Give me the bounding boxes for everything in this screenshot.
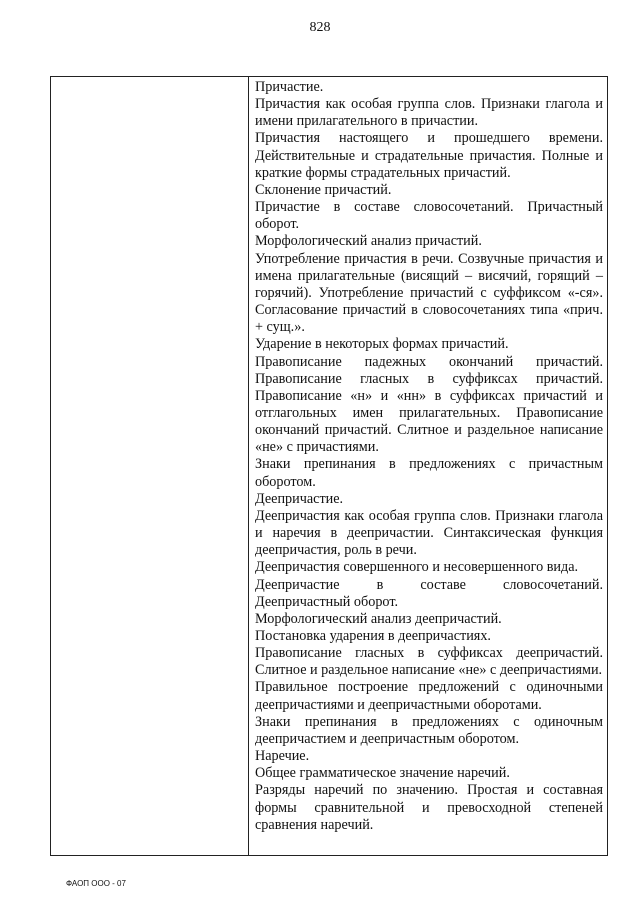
topic-paragraph: Деепричастие.: [255, 490, 344, 507]
topic-paragraph: Правописание гласных в суффиксах причастий.: [255, 370, 603, 387]
topic-paragraph: Знаки препинания в предложениях с одиночным деепричастием и деепричастным оборотом.: [255, 713, 603, 747]
topic-paragraph: Правописание падежных окончаний причастий.: [255, 353, 603, 370]
topic-paragraph: Правильное построение предложений с одиночными деепричастиями и деепричастными оборотами.: [255, 679, 603, 713]
topic-paragraph: Морфологический анализ деепричастий.: [255, 610, 502, 627]
topics-cell: [255, 79, 603, 834]
topic-paragraph: Деепричастный оборот.: [255, 593, 399, 610]
topic-paragraph: Постановка ударения в деепричастиях.: [255, 628, 491, 644]
topic-paragraph: Морфологический анализ причастий.: [255, 233, 482, 250]
topic-paragraph: Наречие.: [255, 748, 310, 765]
topic-paragraph: Правописание «н» и «нн» в суффиксах причастий и отглагольных имен прилагательных. Правописание окончаний причастий. Слитное и раздельное написание «не» с причастиями.: [255, 387, 603, 456]
topic-paragraph: Деепричастие в составе словосочетаний.: [255, 576, 603, 593]
topic-paragraph: Употребление причастия в речи. Созвучные причастия и имена прилагательные (висящий – висячий, горящий – горячий). Употребление причастий с суффиксом «-ся». Согласование причастий в словосочетаниях типа «прич. + сущ.».: [255, 250, 603, 336]
topic-paragraph: Деепричастия совершенного и несовершенного вида.: [255, 559, 579, 576]
topic-paragraph: Знаки препинания в предложениях с причастным оборотом.: [255, 456, 603, 490]
content-table: [50, 76, 608, 856]
topic-paragraph: Ударение в некоторых формах причастий.: [255, 336, 509, 353]
page-number: 828: [309, 20, 331, 35]
topic-paragraph: Деепричастия как особая группа слов. Признаки глагола и наречия в деепричастии. Синтаксическая функция деепричастия, роль в речи.: [255, 507, 603, 559]
footer-label: ФАОП ООО - 07: [66, 879, 126, 888]
topic-paragraph: Слитное и раздельное написание «не» с деепричастиями.: [255, 662, 603, 679]
topic-paragraph: Правописание гласных в суффиксах деепричастий.: [255, 645, 603, 662]
topic-paragraph: Разряды наречий по значению. Простая и составная формы сравнительной и превосходной степеней сравнения наречий.: [255, 782, 603, 833]
topic-paragraph: Причастия настоящего и прошедшего времени.: [255, 130, 603, 147]
topic-paragraph: Склонение причастий.: [255, 181, 392, 198]
topic-paragraph: Общее грамматическое значение наречий.: [255, 765, 510, 782]
topic-paragraph: Причастие в составе словосочетаний. Причастный оборот.: [255, 199, 603, 233]
topic-paragraph: Действительные и страдательные причастия. Полные и краткие формы страдательных причастий.: [255, 147, 603, 181]
left-cell: [51, 77, 249, 855]
topic-paragraph: Причастие.: [255, 79, 324, 95]
topic-paragraph: Причастия как особая группа слов. Признаки глагола и имени прилагательного в причастии.: [255, 96, 603, 130]
